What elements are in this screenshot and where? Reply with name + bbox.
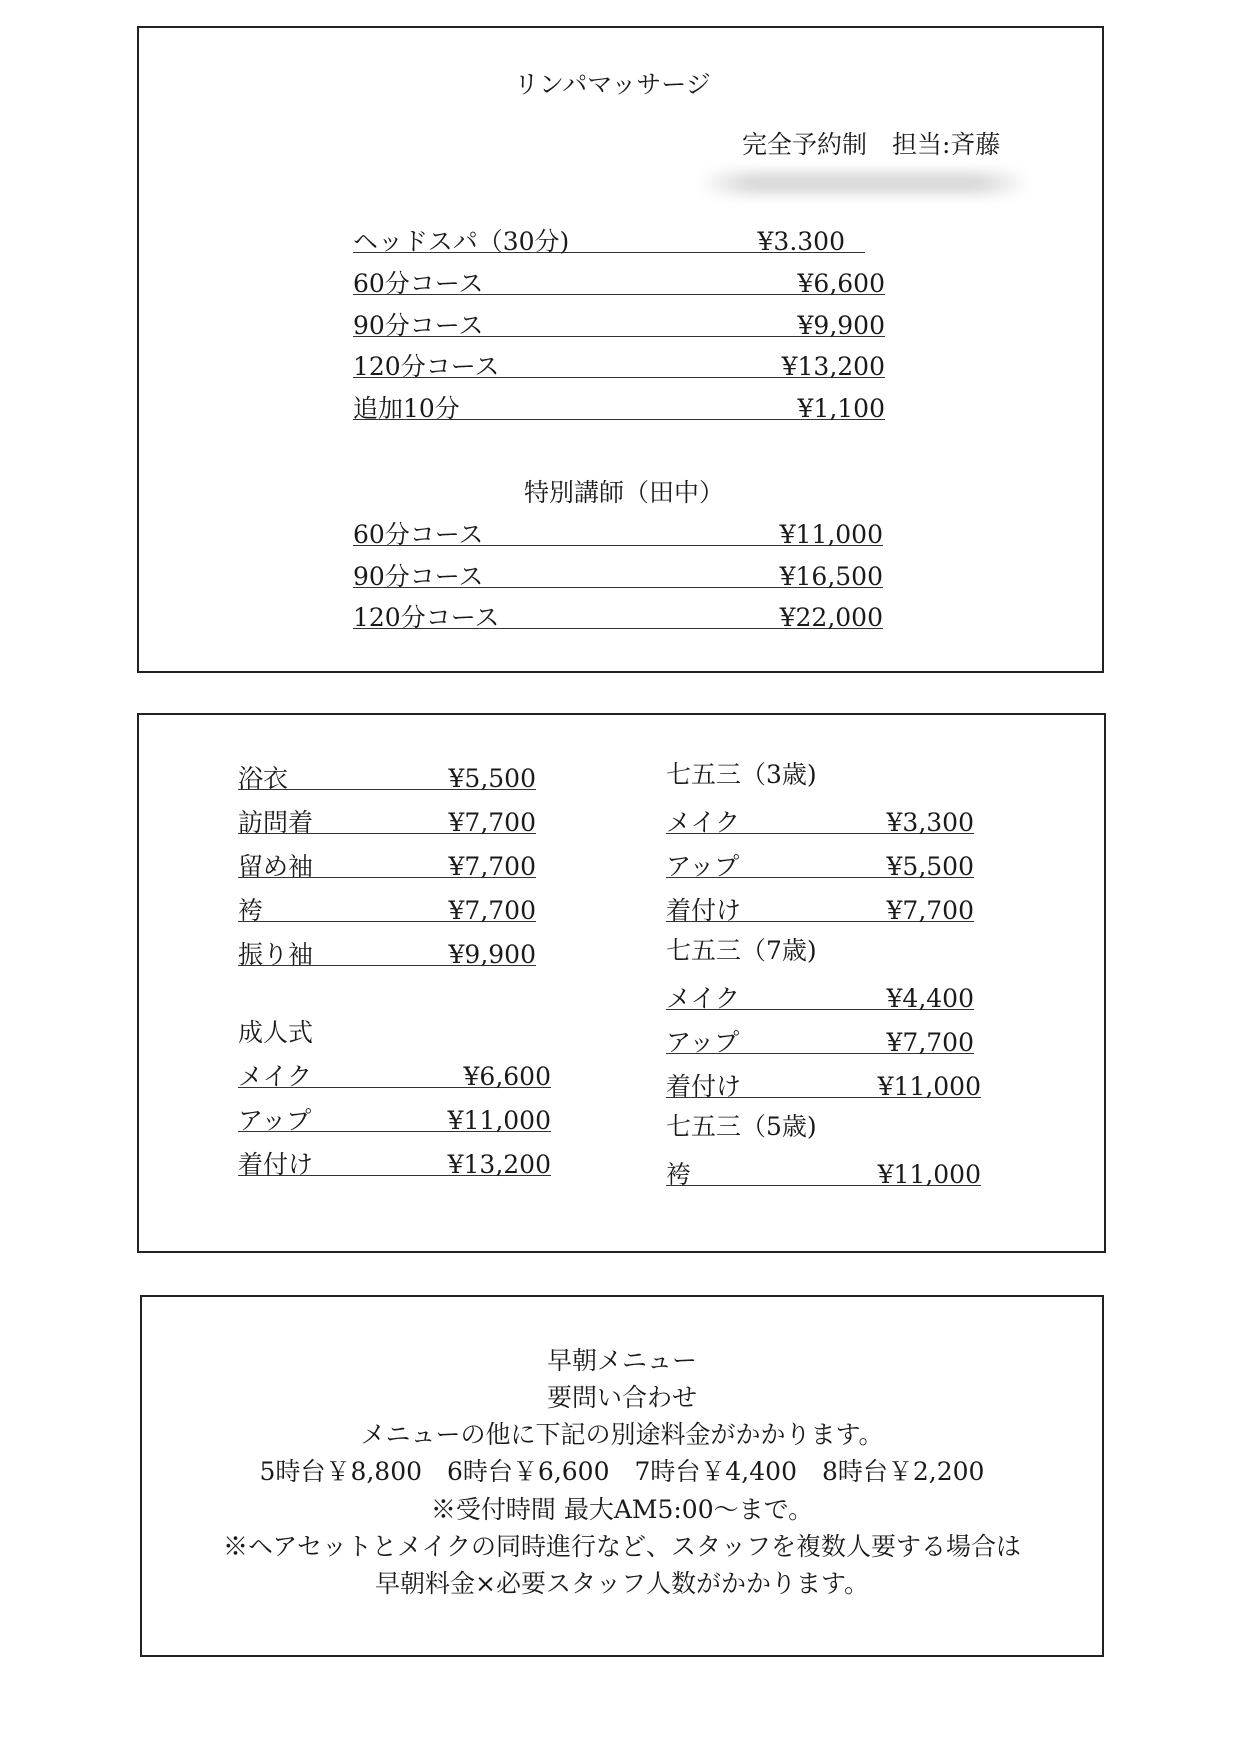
item-name: 60分コース	[353, 520, 484, 549]
item-name: メイク	[238, 1062, 313, 1091]
item-price: ¥6,600	[797, 269, 885, 298]
early-multi-staff-fee: 早朝料金×必要スタッフ人数がかかります。	[375, 1569, 869, 1598]
item-price: ¥22,000	[779, 603, 883, 632]
price-row	[238, 1143, 551, 1179]
item-price: ¥11,000	[447, 1106, 551, 1135]
price-row	[353, 387, 885, 423]
price-row	[238, 933, 536, 969]
lymph-title: リンパマッサージ	[514, 70, 711, 99]
item-price: ¥13,200	[781, 352, 885, 381]
item-name: 90分コース	[353, 562, 484, 591]
price-row	[353, 262, 885, 298]
item-name: 振り袖	[238, 940, 314, 969]
item-name: 浴衣	[238, 764, 289, 793]
item-price: ¥11,000	[877, 1160, 981, 1189]
item-name: 着付け	[666, 1072, 742, 1101]
item-price: ¥6,600	[463, 1062, 551, 1091]
item-name: 追加10分	[353, 394, 460, 423]
item-name: 120分コース	[353, 603, 500, 632]
price-row	[238, 1055, 551, 1091]
price-row	[666, 977, 974, 1013]
item-name: 着付け	[666, 896, 742, 925]
lymph-subtitle: 完全予約制 担当:斉藤	[742, 130, 1001, 159]
early-extra-fee-note: メニューの他に下記の別途料金がかかります。	[360, 1420, 884, 1449]
item-name: メイク	[666, 808, 741, 837]
price-row	[666, 801, 974, 837]
price-row	[353, 513, 883, 549]
price-row	[238, 889, 536, 925]
item-price: ¥9,900	[797, 311, 885, 340]
shichigosan-3-title: 七五三（3歳)	[666, 760, 817, 789]
price-row	[238, 801, 536, 837]
item-price: ¥5,500	[886, 852, 974, 881]
item-name: ヘッドスパ（30分)	[353, 227, 570, 256]
item-name: アップ	[238, 1106, 312, 1135]
item-name: 60分コース	[353, 269, 484, 298]
item-name: 袴	[666, 1160, 692, 1189]
price-row	[238, 1099, 551, 1135]
price-row	[353, 555, 883, 591]
early-inquiry: 要問い合わせ	[546, 1383, 697, 1412]
item-price: ¥7,700	[448, 808, 536, 837]
item-price: ¥7,700	[448, 896, 536, 925]
price-row	[238, 845, 536, 881]
price-row	[666, 1153, 981, 1189]
item-price: ¥11,000	[779, 520, 883, 549]
price-row	[353, 345, 885, 381]
item-price: ¥5,500	[448, 764, 536, 793]
item-name: 留め袖	[238, 852, 314, 881]
item-price: ¥1,100	[797, 394, 885, 423]
price-row	[353, 304, 885, 340]
item-name: 訪問着	[238, 808, 314, 837]
shichigosan-5-title: 七五三（5歳)	[666, 1112, 817, 1141]
item-name: 袴	[238, 896, 264, 925]
item-price: ¥9,900	[448, 940, 536, 969]
price-row	[666, 1065, 981, 1101]
item-name: 120分コース	[353, 352, 500, 381]
item-name: アップ	[666, 852, 740, 881]
item-name: メイク	[666, 984, 741, 1013]
price-row	[666, 1021, 974, 1057]
early-title: 早朝メニュー	[546, 1346, 697, 1375]
lymph-massage-section	[137, 26, 1104, 673]
kimono-section	[137, 713, 1106, 1253]
price-row	[666, 845, 974, 881]
item-price: ¥3,300	[886, 808, 974, 837]
item-price: ¥16,500	[779, 562, 883, 591]
item-price: ¥13,200	[447, 1150, 551, 1179]
seijin-title: 成人式	[238, 1018, 314, 1047]
item-name: 90分コース	[353, 311, 484, 340]
early-reception-hours: ※受付時間 最大AM5:00〜まで。	[430, 1495, 814, 1524]
shichigosan-7-title: 七五三（7歳)	[666, 936, 817, 965]
early-morning-section	[140, 1295, 1104, 1657]
early-fee-list: 5時台￥8,800 6時台￥6,600 7時台￥4,400 8時台￥2,200	[259, 1457, 985, 1486]
item-price: ¥11,000	[877, 1072, 981, 1101]
item-name: アップ	[666, 1028, 740, 1057]
item-price: ¥4,400	[886, 984, 974, 1013]
price-row	[238, 757, 536, 793]
item-price: ¥7,700	[886, 896, 974, 925]
item-price: ¥3.300	[757, 227, 845, 256]
special-instructor-title: 特別講師（田中）	[524, 478, 725, 507]
price-row	[666, 889, 974, 925]
item-name: 着付け	[238, 1150, 314, 1179]
early-multi-staff-note: ※ヘアセットとメイクの同時進行など、スタッフを複数人要する場合は	[222, 1532, 1021, 1561]
price-row	[353, 596, 883, 632]
item-price: ¥7,700	[886, 1028, 974, 1057]
item-price: ¥7,700	[448, 852, 536, 881]
price-row	[353, 220, 865, 256]
redacted-line	[699, 172, 1029, 194]
